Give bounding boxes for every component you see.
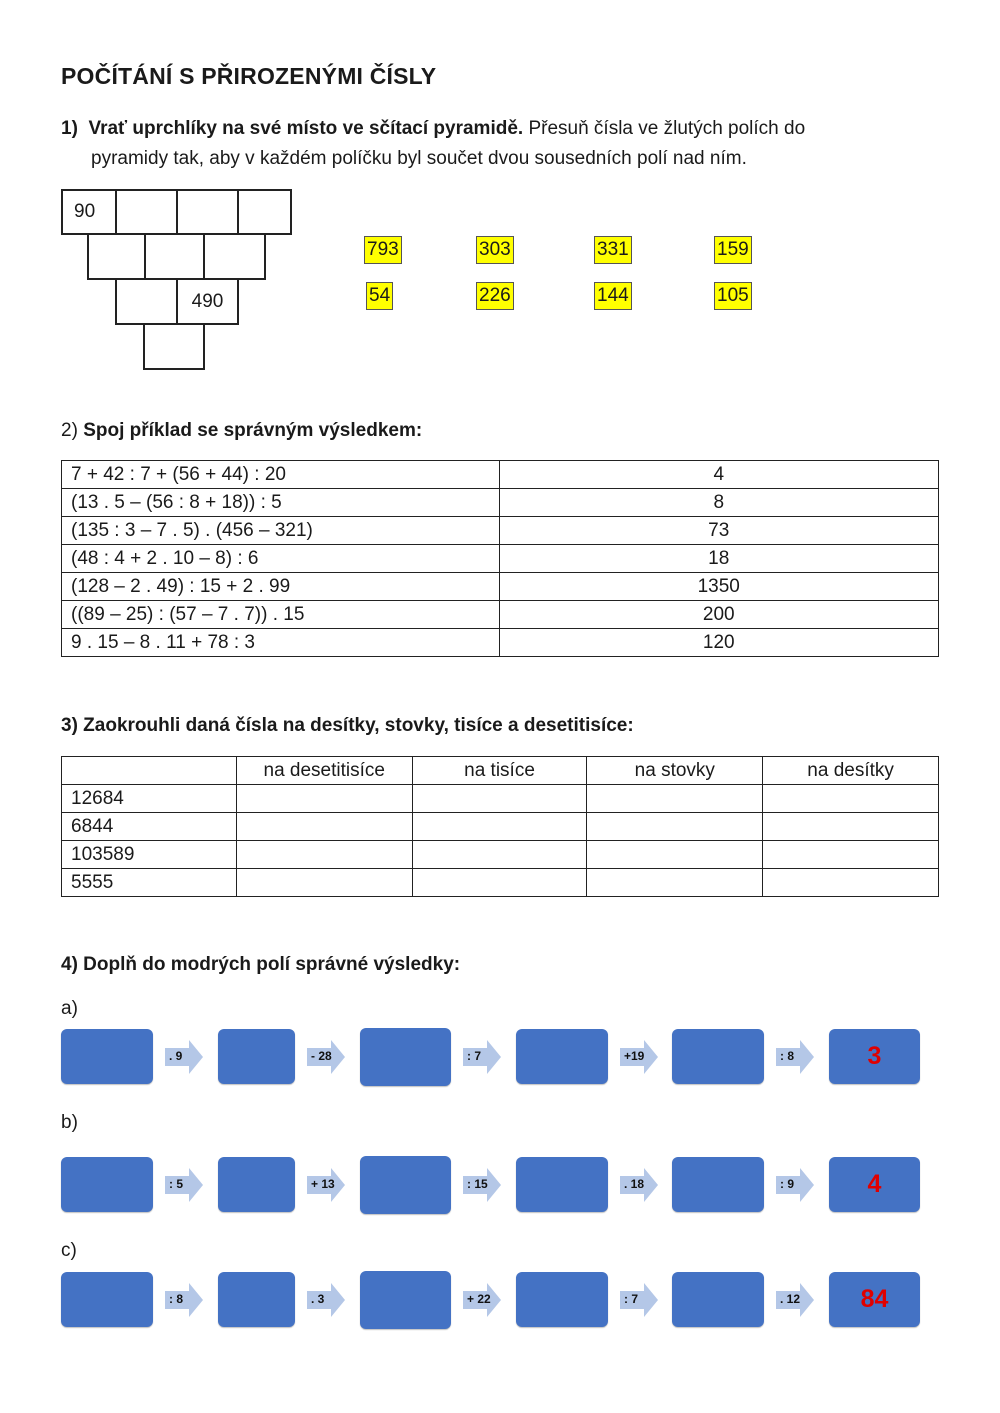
q1-line1 [61,114,805,144]
answer-cell[interactable] [763,785,939,813]
operation-label: . 3 [311,1292,325,1306]
expression-cell[interactable]: ((89 – 25) : (57 – 7 . 7)) . 15 [62,601,500,629]
expression-cell[interactable]: 7 + 42 : 7 + (56 + 44) : 20 [62,461,500,489]
operation-label: + 13 [311,1177,335,1191]
operation-label: : 5 [169,1177,184,1191]
header-cell: na stovky [587,757,763,785]
answer-cell[interactable] [236,841,412,869]
result-box: 3 [829,1029,920,1084]
answer-cell[interactable] [763,813,939,841]
result-cell[interactable]: 73 [499,517,939,545]
pyramid-cell-given[interactable]: 90 [61,189,117,235]
operation-label: : 7 [624,1292,639,1306]
table-row [62,601,939,629]
q1-line2: pyramidy tak, aby v každém políčku byl součet dvou sousedních polí nad ním. [91,148,747,169]
header-cell: na desítky [763,757,939,785]
q3-heading: 3) Zaokrouhli daná čísla na desítky, stovky, tisíce a desetitisíce: [61,715,634,736]
answer-cell[interactable] [587,785,763,813]
chain-label: c) [61,1240,77,1261]
operation-label: . 18 [624,1177,645,1191]
result-cell[interactable]: 8 [499,489,939,517]
table-row [62,841,939,869]
number-cell: 103589 [62,841,237,869]
number-cell: 6844 [62,813,237,841]
result-box: 84 [829,1272,920,1327]
pyramid-cell[interactable] [115,189,178,235]
answer-cell[interactable] [412,785,587,813]
operation-label: - 28 [311,1049,332,1063]
table-row [62,785,939,813]
answer-cell[interactable] [763,869,939,897]
operation-label: : 15 [467,1177,488,1191]
answer-box[interactable] [516,1157,608,1212]
expression-cell[interactable]: (48 : 4 + 2 . 10 – 8) : 6 [62,545,500,573]
chain-label: a) [61,998,78,1019]
operation-label: : 8 [780,1049,795,1063]
result-cell[interactable]: 1350 [499,573,939,601]
q2-heading [61,416,422,446]
pyramid-cell[interactable] [144,233,205,280]
table-row [62,573,939,601]
answer-box[interactable] [360,1156,451,1214]
answer-cell[interactable] [412,841,587,869]
table-row [62,489,939,517]
yellow-number[interactable]: 105 [714,282,752,310]
operation-label: : 8 [169,1292,184,1306]
expression-cell[interactable]: (135 : 3 – 7 . 5) . (456 – 321) [62,517,500,545]
result-cell[interactable]: 200 [499,601,939,629]
expression-cell[interactable]: (128 – 2 . 49) : 15 + 2 . 99 [62,573,500,601]
answer-cell[interactable] [587,869,763,897]
operation-label: +19 [624,1049,645,1063]
yellow-number[interactable]: 331 [594,236,632,264]
q4-heading: 4) Doplň do modrých polí správné výsledky: [61,954,461,975]
yellow-number[interactable]: 226 [476,282,514,310]
table-row [62,545,939,573]
pyramid-cell[interactable] [237,189,292,235]
match-table [61,460,939,657]
expression-cell[interactable]: 9 . 15 – 8 . 11 + 78 : 3 [62,629,500,657]
q2-instruction: Spoj příklad se správným výsledkem: [83,420,423,441]
answer-box[interactable] [218,1029,295,1084]
table-row [62,517,939,545]
number-cell: 5555 [62,869,237,897]
answer-box[interactable] [61,1157,153,1212]
result-cell[interactable]: 120 [499,629,939,657]
answer-box[interactable] [672,1272,764,1327]
table-header-row [62,757,939,785]
table-row [62,869,939,897]
result-cell[interactable]: 18 [499,545,939,573]
pyramid-cell-given[interactable]: 490 [176,278,239,325]
operation-label: . 9 [169,1049,183,1063]
pyramid-cell[interactable] [143,323,205,370]
pyramid-cell[interactable] [87,233,146,280]
answer-cell[interactable] [236,869,412,897]
header-cell: na tisíce [412,757,587,785]
yellow-number[interactable]: 144 [594,282,632,310]
q1-instruction-text: Přesuň čísla ve žlutých polích do [523,118,806,139]
answer-box[interactable] [516,1272,608,1327]
answer-cell[interactable] [587,813,763,841]
result-cell[interactable]: 4 [499,461,939,489]
answer-box[interactable] [218,1157,295,1212]
operation-label: : 9 [780,1177,795,1191]
yellow-number[interactable]: 54 [366,282,393,310]
pyramid-cell[interactable] [203,233,266,280]
table-row [62,629,939,657]
header-cell: na desetitisíce [236,757,412,785]
pyramid-cell[interactable] [176,189,239,235]
yellow-number[interactable]: 793 [364,236,402,264]
operation-label: . 12 [780,1292,801,1306]
number-cell: 12684 [62,785,237,813]
answer-box[interactable] [61,1029,153,1084]
answer-box[interactable] [218,1272,295,1327]
table-row [62,813,939,841]
chain-label: b) [61,1112,78,1133]
pyramid-cell[interactable] [115,278,178,325]
yellow-number[interactable]: 159 [714,236,752,264]
q1-number: 1) [61,118,78,139]
answer-cell[interactable] [236,785,412,813]
q1-instruction-bold: Vrať uprchlíky na své místo ve sčítací pyramidě. [88,118,524,139]
result-box: 4 [829,1157,920,1212]
operation-label: + 22 [467,1292,491,1306]
answer-box[interactable] [516,1029,608,1084]
rounding-table [61,756,939,897]
answer-cell[interactable] [412,869,587,897]
answer-box[interactable] [672,1029,764,1084]
answer-box[interactable] [61,1272,153,1327]
answer-cell[interactable] [587,841,763,869]
table-row [62,461,939,489]
answer-box[interactable] [360,1028,451,1086]
yellow-number[interactable]: 303 [476,236,514,264]
page-title: POČÍTÁNÍ S PŘIROZENÝMI ČÍSLY [61,63,437,89]
expression-cell[interactable]: (13 . 5 – (56 : 8 + 18)) : 5 [62,489,500,517]
answer-box[interactable] [360,1271,451,1329]
operation-label: : 7 [467,1049,482,1063]
header-cell [62,757,237,785]
answer-cell[interactable] [236,813,412,841]
answer-box[interactable] [672,1157,764,1212]
q2-number: 2) [61,420,78,441]
answer-cell[interactable] [412,813,587,841]
answer-cell[interactable] [763,841,939,869]
